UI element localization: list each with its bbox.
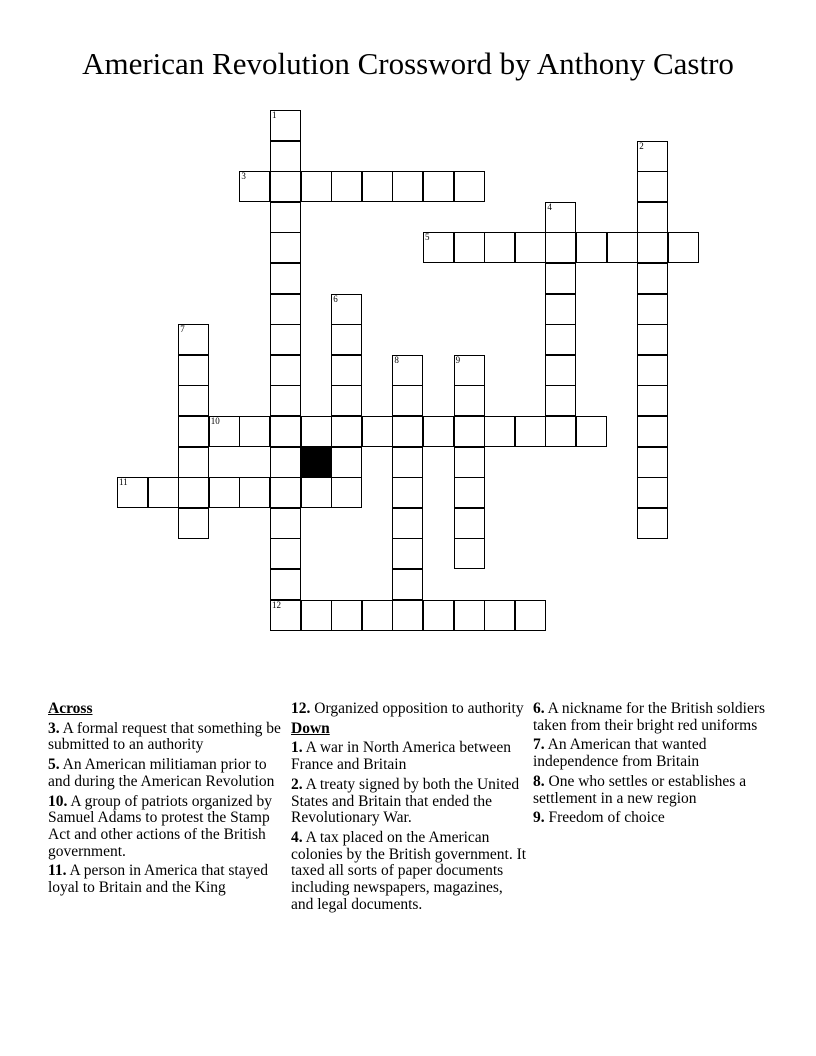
grid-cell[interactable] bbox=[270, 324, 301, 355]
grid-cell[interactable] bbox=[178, 355, 209, 386]
grid-cell[interactable] bbox=[331, 447, 362, 478]
grid-cell[interactable] bbox=[515, 232, 546, 263]
clue-text: A nickname for the British soldiers taken from their bright red uniforms bbox=[533, 700, 766, 734]
grid-cell[interactable] bbox=[178, 477, 209, 508]
clue-text: A war in North America between France and Britain bbox=[291, 739, 511, 774]
clue-number: 8 bbox=[394, 354, 399, 365]
grid-cell[interactable] bbox=[454, 355, 485, 386]
grid-cell[interactable] bbox=[545, 385, 576, 416]
grid-block bbox=[301, 447, 332, 478]
grid-cell[interactable] bbox=[637, 508, 668, 539]
grid-cell[interactable] bbox=[637, 294, 668, 325]
clue-section-heading: Across bbox=[48, 700, 93, 717]
clue-number: 3. bbox=[48, 719, 60, 737]
clue bbox=[291, 777, 527, 827]
grid-cell[interactable] bbox=[270, 171, 301, 202]
grid-cell[interactable] bbox=[270, 141, 301, 172]
grid-cell[interactable] bbox=[331, 600, 362, 631]
grid-cell[interactable] bbox=[392, 477, 423, 508]
grid-cell[interactable] bbox=[545, 202, 576, 233]
grid-cell[interactable] bbox=[270, 538, 301, 569]
clue bbox=[48, 721, 284, 754]
clue-number: 7. bbox=[533, 736, 545, 754]
grid-cell[interactable] bbox=[331, 324, 362, 355]
clue-number: 9. bbox=[533, 809, 545, 827]
grid-cell[interactable] bbox=[209, 477, 240, 508]
clue bbox=[533, 701, 769, 734]
grid-cell[interactable] bbox=[423, 600, 454, 631]
grid-cell[interactable] bbox=[301, 477, 332, 508]
grid-cell[interactable] bbox=[637, 171, 668, 202]
grid-cell[interactable] bbox=[454, 600, 485, 631]
grid-cell[interactable] bbox=[270, 263, 301, 294]
grid-cell[interactable] bbox=[637, 232, 668, 263]
grid-cell[interactable] bbox=[148, 477, 179, 508]
clue-number: 11. bbox=[48, 862, 67, 880]
grid-cell[interactable] bbox=[637, 263, 668, 294]
grid-cell[interactable] bbox=[270, 385, 301, 416]
grid-cell[interactable] bbox=[331, 477, 362, 508]
grid-cell[interactable] bbox=[362, 600, 393, 631]
grid-cell[interactable] bbox=[576, 416, 607, 447]
grid-cell[interactable] bbox=[178, 447, 209, 478]
grid-cell[interactable] bbox=[515, 416, 546, 447]
clue-number: 12 bbox=[272, 599, 281, 610]
grid-cell[interactable] bbox=[270, 447, 301, 478]
clue-number: 12. bbox=[291, 700, 311, 717]
grid-cell[interactable] bbox=[392, 416, 423, 447]
page-title: American Revolution Crossword by Anthony Castro bbox=[82, 46, 734, 81]
clue-text: A group of patriots organized by Samuel Adams to protest the Stamp Act and other actions of the British government. bbox=[48, 792, 273, 860]
clue bbox=[48, 863, 284, 896]
clue bbox=[291, 701, 527, 718]
grid-cell[interactable] bbox=[454, 171, 485, 202]
grid-cell[interactable] bbox=[454, 508, 485, 539]
grid-cell[interactable] bbox=[270, 202, 301, 233]
clue bbox=[291, 740, 527, 773]
grid-cell[interactable] bbox=[637, 447, 668, 478]
clue-column-1 bbox=[48, 701, 284, 900]
clue bbox=[533, 737, 769, 770]
grid-cell[interactable] bbox=[117, 477, 148, 508]
grid-cell[interactable] bbox=[270, 600, 301, 631]
grid-cell[interactable] bbox=[392, 171, 423, 202]
clue-text: A person in America that stayed loyal to Britain and the King bbox=[48, 862, 268, 897]
grid-cell[interactable] bbox=[484, 232, 515, 263]
grid-cell[interactable] bbox=[270, 508, 301, 539]
clue bbox=[48, 757, 284, 790]
clue-number: 1. bbox=[291, 739, 303, 757]
clue bbox=[48, 794, 284, 861]
clue bbox=[291, 830, 527, 914]
clue-number: 8. bbox=[533, 772, 545, 790]
grid-cell[interactable] bbox=[392, 355, 423, 386]
grid-cell[interactable] bbox=[545, 355, 576, 386]
grid-cell[interactable] bbox=[637, 141, 668, 172]
grid-cell[interactable] bbox=[545, 324, 576, 355]
grid-cell[interactable] bbox=[239, 477, 270, 508]
grid-cell[interactable] bbox=[576, 232, 607, 263]
clue-text: Organized opposition to authority bbox=[310, 700, 524, 717]
grid-cell[interactable] bbox=[545, 232, 576, 263]
grid-cell[interactable] bbox=[239, 416, 270, 447]
clue-column-2 bbox=[291, 701, 527, 916]
grid-cell[interactable] bbox=[637, 385, 668, 416]
grid-cell[interactable] bbox=[637, 202, 668, 233]
grid-cell[interactable] bbox=[423, 171, 454, 202]
grid-cell[interactable] bbox=[607, 232, 638, 263]
grid-cell[interactable] bbox=[270, 416, 301, 447]
grid-cell[interactable] bbox=[392, 538, 423, 569]
clue-number: 6. bbox=[533, 700, 545, 717]
grid-cell[interactable] bbox=[331, 416, 362, 447]
clue-number: 9 bbox=[455, 354, 461, 365]
grid-cell[interactable] bbox=[392, 508, 423, 539]
grid-cell[interactable] bbox=[331, 385, 362, 416]
clue bbox=[533, 774, 769, 807]
grid-cell[interactable] bbox=[270, 477, 301, 508]
clue-text: Freedom of choice bbox=[544, 809, 665, 827]
grid-cell[interactable] bbox=[362, 171, 393, 202]
grid-cell[interactable] bbox=[637, 324, 668, 355]
grid-cell[interactable] bbox=[484, 416, 515, 447]
clue-number: 2. bbox=[291, 775, 303, 793]
grid-cell[interactable] bbox=[484, 600, 515, 631]
clue-number: 11 bbox=[119, 477, 128, 488]
clue-text: An American that wanted independence from Britain bbox=[533, 736, 707, 771]
grid-cell[interactable] bbox=[331, 294, 362, 325]
grid-cell[interactable] bbox=[301, 416, 332, 447]
grid-cell[interactable] bbox=[454, 416, 485, 447]
clue-number: 5 bbox=[425, 232, 430, 243]
grid-cell[interactable] bbox=[454, 232, 485, 263]
grid-cell[interactable] bbox=[178, 508, 209, 539]
grid-cell[interactable] bbox=[545, 263, 576, 294]
grid-cell[interactable] bbox=[392, 600, 423, 631]
grid-cell[interactable] bbox=[454, 385, 485, 416]
clue-section-heading: Down bbox=[291, 719, 330, 737]
grid-cell[interactable] bbox=[270, 232, 301, 263]
clue-number: 7 bbox=[180, 324, 185, 335]
grid-cell[interactable] bbox=[331, 355, 362, 386]
clue bbox=[533, 810, 769, 827]
grid-cell[interactable] bbox=[270, 294, 301, 325]
clue-text: One who settles or establishes a settlement in a new region bbox=[533, 772, 747, 807]
grid-cell[interactable] bbox=[178, 385, 209, 416]
clue-number: 1 bbox=[272, 110, 277, 120]
grid-cell[interactable] bbox=[668, 232, 699, 263]
grid-cell[interactable] bbox=[392, 385, 423, 416]
grid-cell[interactable] bbox=[423, 416, 454, 447]
clue-number: 4 bbox=[547, 201, 552, 212]
grid-cell[interactable] bbox=[454, 477, 485, 508]
clue-text: An American militiaman prior to and during the American Revolution bbox=[48, 756, 275, 790]
grid-cell[interactable] bbox=[270, 569, 301, 600]
grid-cell[interactable] bbox=[545, 416, 576, 447]
clue-column-3 bbox=[533, 701, 769, 830]
grid-cell[interactable] bbox=[637, 416, 668, 447]
grid-cell[interactable] bbox=[392, 447, 423, 478]
grid-cell[interactable] bbox=[301, 600, 332, 631]
grid-cell[interactable] bbox=[178, 324, 209, 355]
grid-cell[interactable] bbox=[392, 569, 423, 600]
clue-number: 3 bbox=[241, 171, 246, 182]
grid-cell[interactable] bbox=[178, 416, 209, 447]
grid-cell[interactable] bbox=[301, 171, 332, 202]
grid-cell[interactable] bbox=[637, 355, 668, 386]
clue-number: 10 bbox=[210, 416, 220, 426]
clue-text: A formal request that something be submitted to an authority bbox=[48, 719, 281, 754]
grid-cell[interactable] bbox=[209, 416, 240, 447]
grid-cell[interactable] bbox=[637, 477, 668, 508]
grid-cell[interactable] bbox=[545, 294, 576, 325]
clue-number: 6 bbox=[333, 293, 338, 304]
grid-cell[interactable] bbox=[454, 538, 485, 569]
clue-number: 4. bbox=[291, 828, 303, 846]
grid-cell[interactable] bbox=[270, 355, 301, 386]
grid-cell[interactable] bbox=[239, 171, 270, 202]
grid-cell[interactable] bbox=[454, 447, 485, 478]
clue-text: A tax placed on the American colonies by the British government. It taxed all sorts of paper documents including newspapers, magazines, and legal documents. bbox=[291, 828, 527, 913]
clue-text: A treaty signed by both the United States and Britain that ended the Revolutionary War. bbox=[291, 775, 520, 827]
clue-number: 2 bbox=[639, 140, 644, 151]
grid-cell[interactable] bbox=[515, 600, 546, 631]
grid-cell[interactable] bbox=[331, 171, 362, 202]
clue-number: 10. bbox=[48, 792, 68, 810]
grid-cell[interactable] bbox=[270, 110, 301, 141]
clue-number: 5. bbox=[48, 756, 60, 774]
grid-cell[interactable] bbox=[362, 416, 393, 447]
grid-cell[interactable] bbox=[423, 232, 454, 263]
